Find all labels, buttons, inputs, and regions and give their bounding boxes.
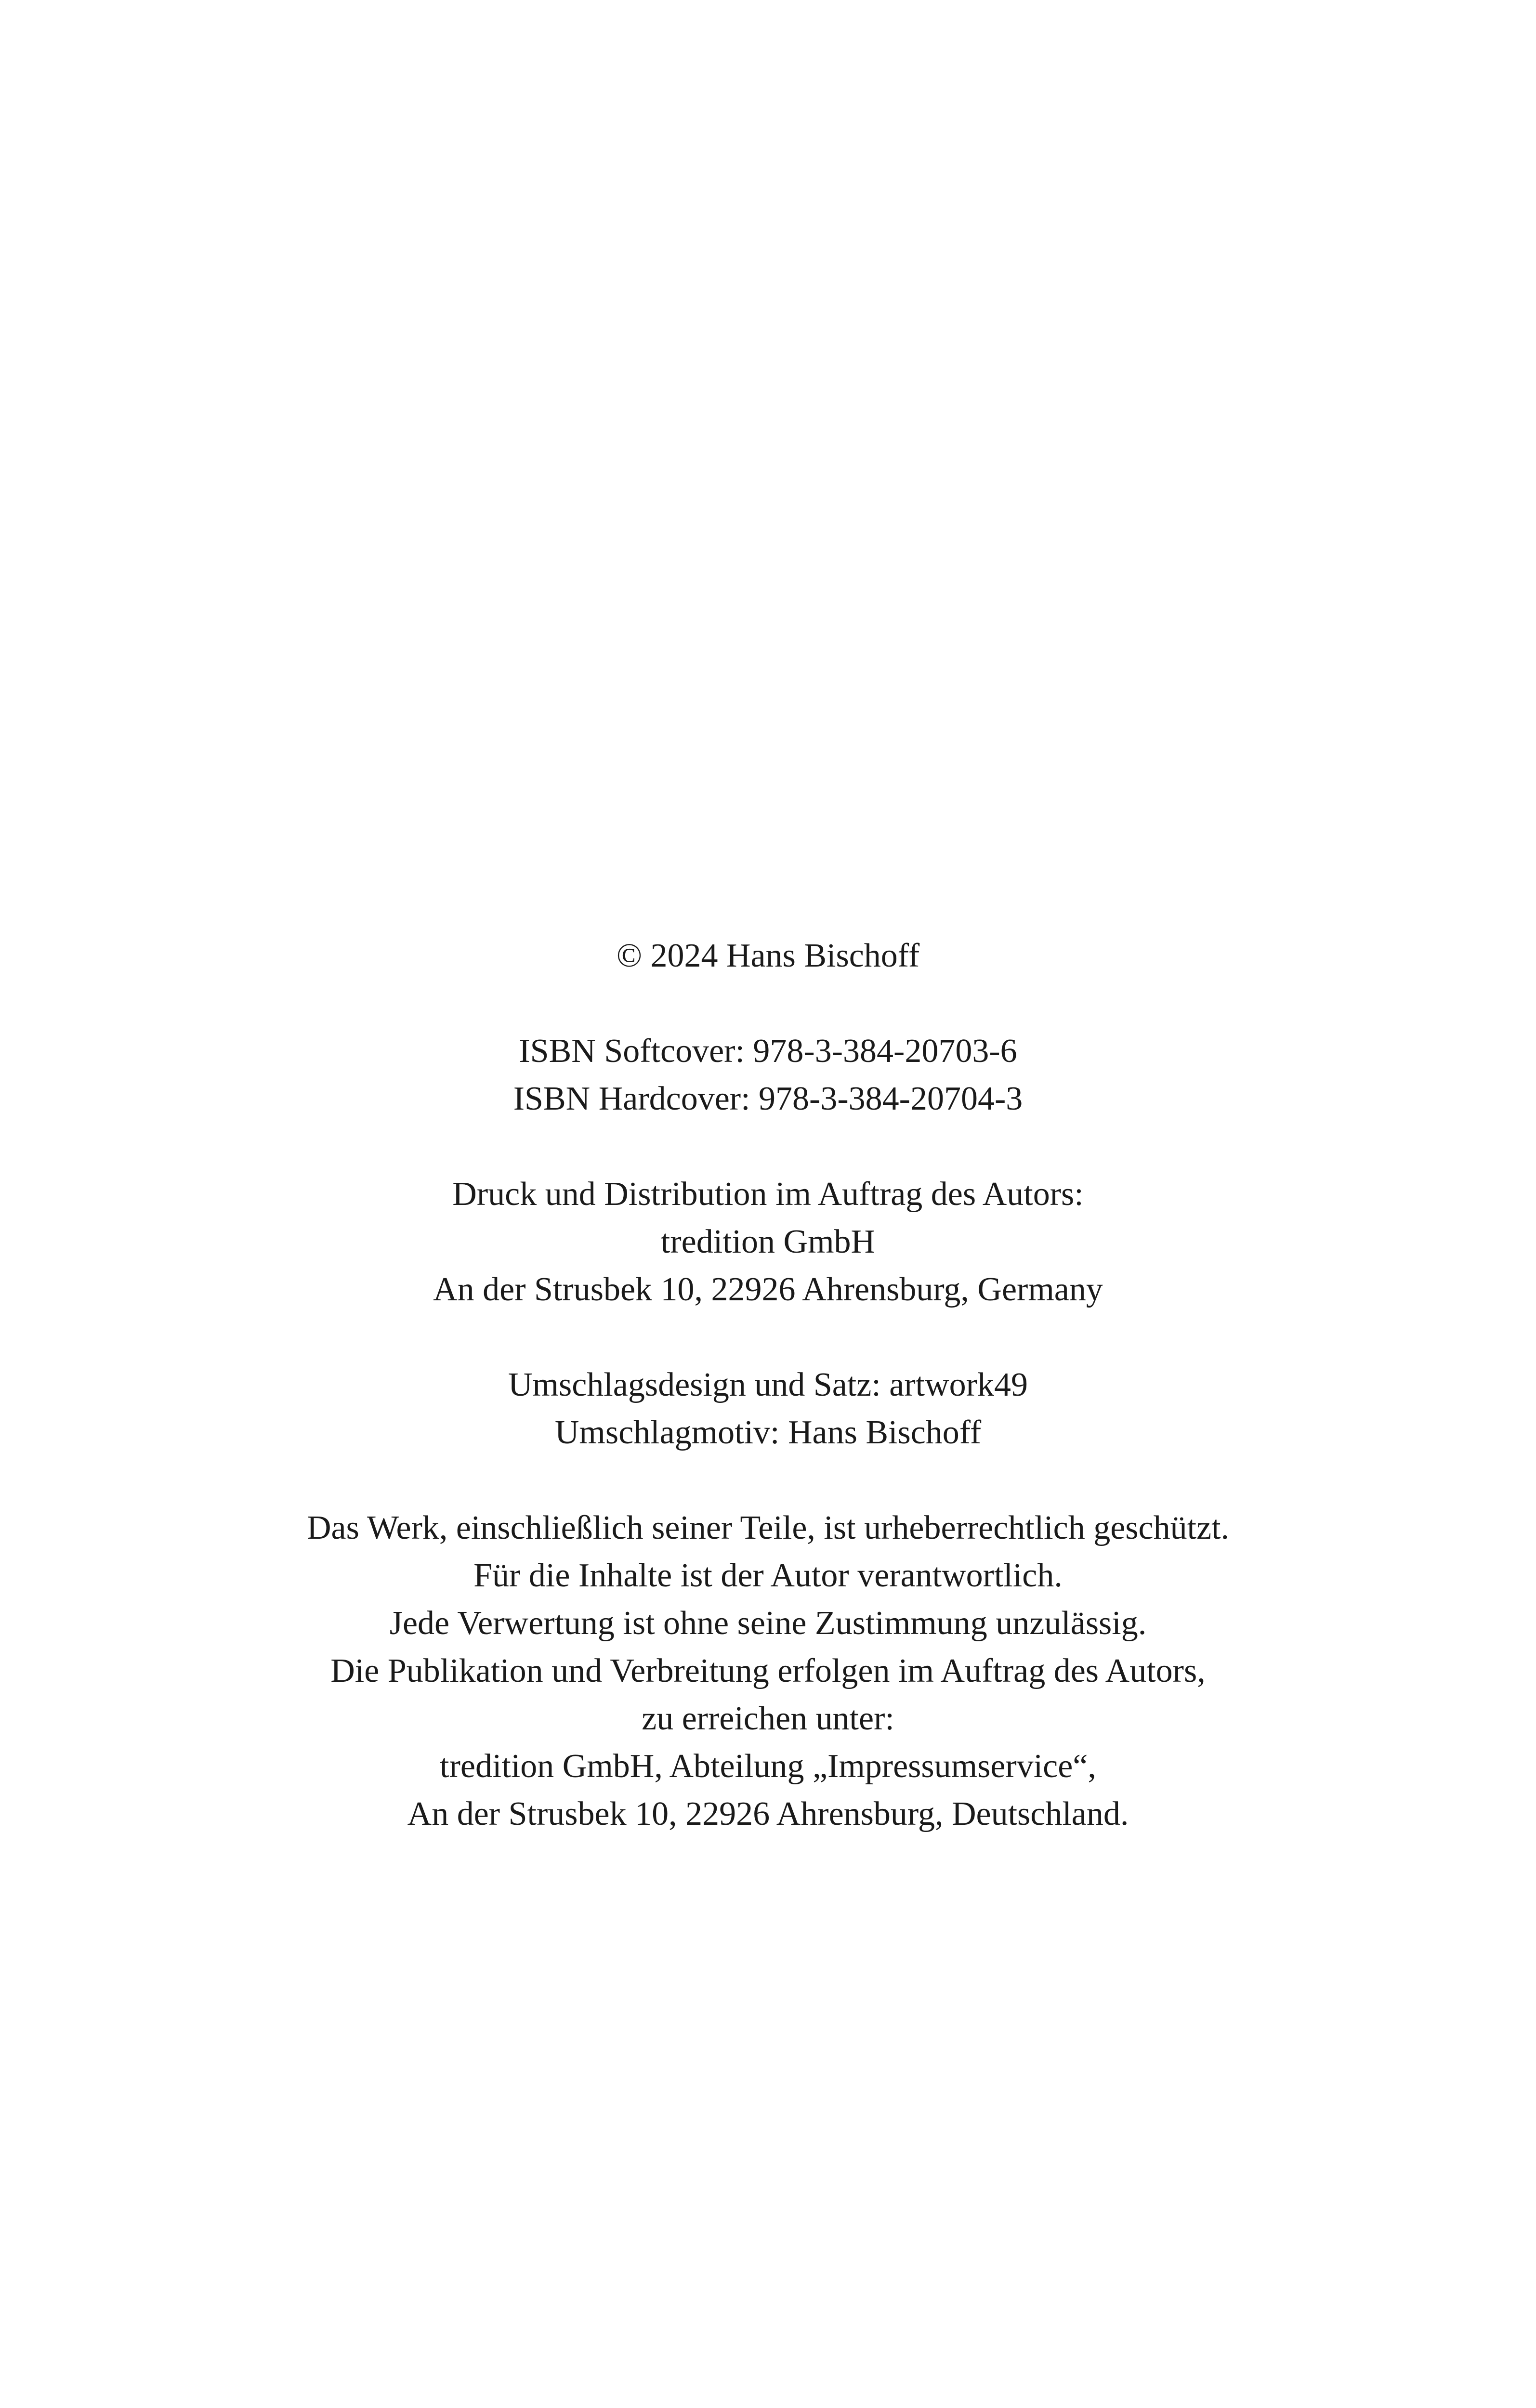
legal-line-2: Für die Inhalte ist der Autor verantwortlich.: [473, 1557, 1063, 1594]
legal-line-4: Die Publikation und Verbreitung erfolgen im Auftrag des Autors,: [330, 1652, 1206, 1689]
publisher-line-1: Druck und Distribution im Auftrag des Autors:: [452, 1176, 1084, 1213]
legal-line-1: Das Werk, einschließlich seiner Teile, ist urheberrechtlich geschützt.: [306, 1509, 1230, 1546]
design-line-2: Umschlagmotiv: Hans Bischoff: [554, 1414, 982, 1451]
isbn-block: [0, 1027, 1536, 1123]
legal-line-7: An der Strusbek 10, 22926 Ahrensburg, Deutschland.: [407, 1795, 1129, 1832]
copyright-line: © 2024 Hans Bischoff: [616, 937, 920, 974]
legal-line-3: Jede Verwertung ist ohne seine Zustimmung unzulässig.: [389, 1605, 1147, 1642]
publisher-line-3: An der Strusbek 10, 22926 Ahrensburg, Germany: [433, 1271, 1103, 1308]
design-block: [0, 1361, 1536, 1456]
imprint-page: [0, 932, 1536, 1885]
legal-line-6: tredition GmbH, Abteilung „Impressumservice“,: [440, 1748, 1096, 1785]
legal-line-5: zu erreichen unter:: [642, 1700, 894, 1737]
publisher-block: [0, 1170, 1536, 1313]
design-line-1: Umschlagsdesign und Satz: artwork49: [508, 1366, 1028, 1403]
isbn-softcover: ISBN Softcover: 978-3-384-20703-6: [519, 1033, 1017, 1070]
publisher-line-2: tredition GmbH: [660, 1223, 876, 1260]
copyright-block: [0, 932, 1536, 980]
isbn-hardcover: ISBN Hardcover: 978-3-384-20704-3: [513, 1080, 1023, 1117]
legal-block: [0, 1504, 1536, 1838]
